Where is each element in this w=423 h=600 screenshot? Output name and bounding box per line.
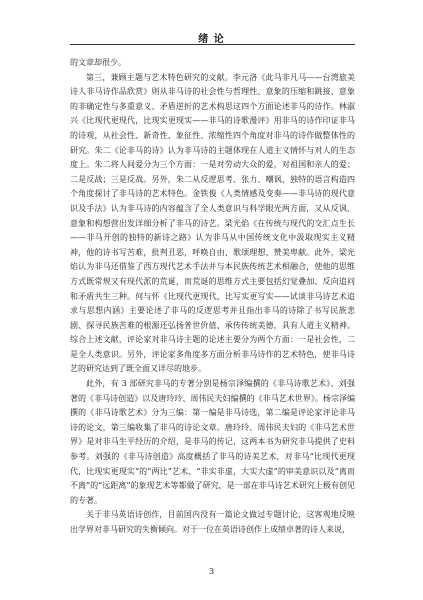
paragraph: 第三，兼顾主题与艺术特色研究的文献。李元洛《此马非凡马——台湾旅美诗人非马诗作品欣赏》则从非马诗的社会性与哲理性、意象的压缩和跳接、意象的非确定性与多重意义、矛盾逆折的艺术构思这四个方面论述非马的诗作。林淑兴《比现代更现代，比现实更现实——非马的诗歌漫评》用非马的诗作印证非马的诗观，从社会性、新奇性、象征性、浓缩性四个角度对非马的诗作做整体性的研究。朱二《论非马的诗》认为非马诗的主题体现在人道主义情怀与对人的生态度上。朱二将人间爱分为三个方面：一是对劳动大众的爱，对祖国和亲人的爱；二是反战；三是反战。另外，朱二从反逻思考、张力、嘲讽、独特的语言构造四个角度探讨了非马诗的艺术特色。金铁俊《人类情感及变奏——非马诗的现代意识及手法》认为非马诗的内容蕴含了全人类意识与科学眼光两方面，又从反讽、意象和构想营出发详细分析了非马的诗艺。梁光焰《在传统与现代的交汇点生长——非马开创的独特的新诗之路》认为非马从中国传统文化中汲取现实主义精神，他的诗书写苦难，批判丑恶，呼唤自由、歌颂理想、赞美卑献。此外，梁光焰认为非马还借鉴了西方现代艺术手法并与本民族传统艺术相融合，使他的思维方式既常规又有现代派的荒诞，而荒诞的思维方式主要包括幻觉叠加、反向追问和矛盾共生三种。何与怀《比现代更现代，比写实更写实——试谈非马诗艺术追求与思想内涵》主要论述了非马的反逻思考并且指出非马的诗除了书写民族悲剧、探寻民族苦难的根源还弘扬普世价值、承传传统美德，具有人道主义精神。综合上述文献，评论家对非马诗主题的论述主要分为两个方面：一是社会性，二是全人类意识。另外，评论家多角度多方面分析非马诗作的艺术特色，使非马诗艺的研究达到了既全面又详尽的地步。 [70,72,355,374]
body-text [70,56,355,538]
paragraph: 关于非马英语诗创作，目前国内没有一篇论文做过专题讨论，这客观地反映出学界对非马研究的失衡倾向。对于一位在英语诗创作上成绩卓著的诗人来说， [70,510,355,534]
header-divider [70,44,355,45]
paragraph-continuation: 的文章却很少。 [70,58,126,67]
paragraph: 此外，有 3 部研究非马的专著分别是杨宗泽编撰的《非马诗歌艺术》、刘强著的《非马诗创造》以及唐玲玲、周伟民夫妇编撰的《非马艺术世界》。杨宗泽编撰的《非马诗歌艺术》分为三编：第一编是非马诗选，第二编是评论家评论非马诗的论文，第三编收集了非马的诗论文章。唐玲玲、周伟民夫妇的《非马艺术世界》是对非马生平经历的介绍，是非马的传记，这两本书为研究非马提供了史料参考。刘强的《非马诗创造》高度概括了非马的诗美艺术，对非马“比现代更现代，比现实更现实”的“两比”艺术、“非实非虚，大实大虚”的审美意识以及“离而不离”的“远距离”的象现艺术等都做了研究，是一部在非马诗艺术研究上极有创见的专著。 [70,379,355,505]
running-header-title: 绪 论 [198,34,225,45]
page-number: 3 [208,567,215,576]
